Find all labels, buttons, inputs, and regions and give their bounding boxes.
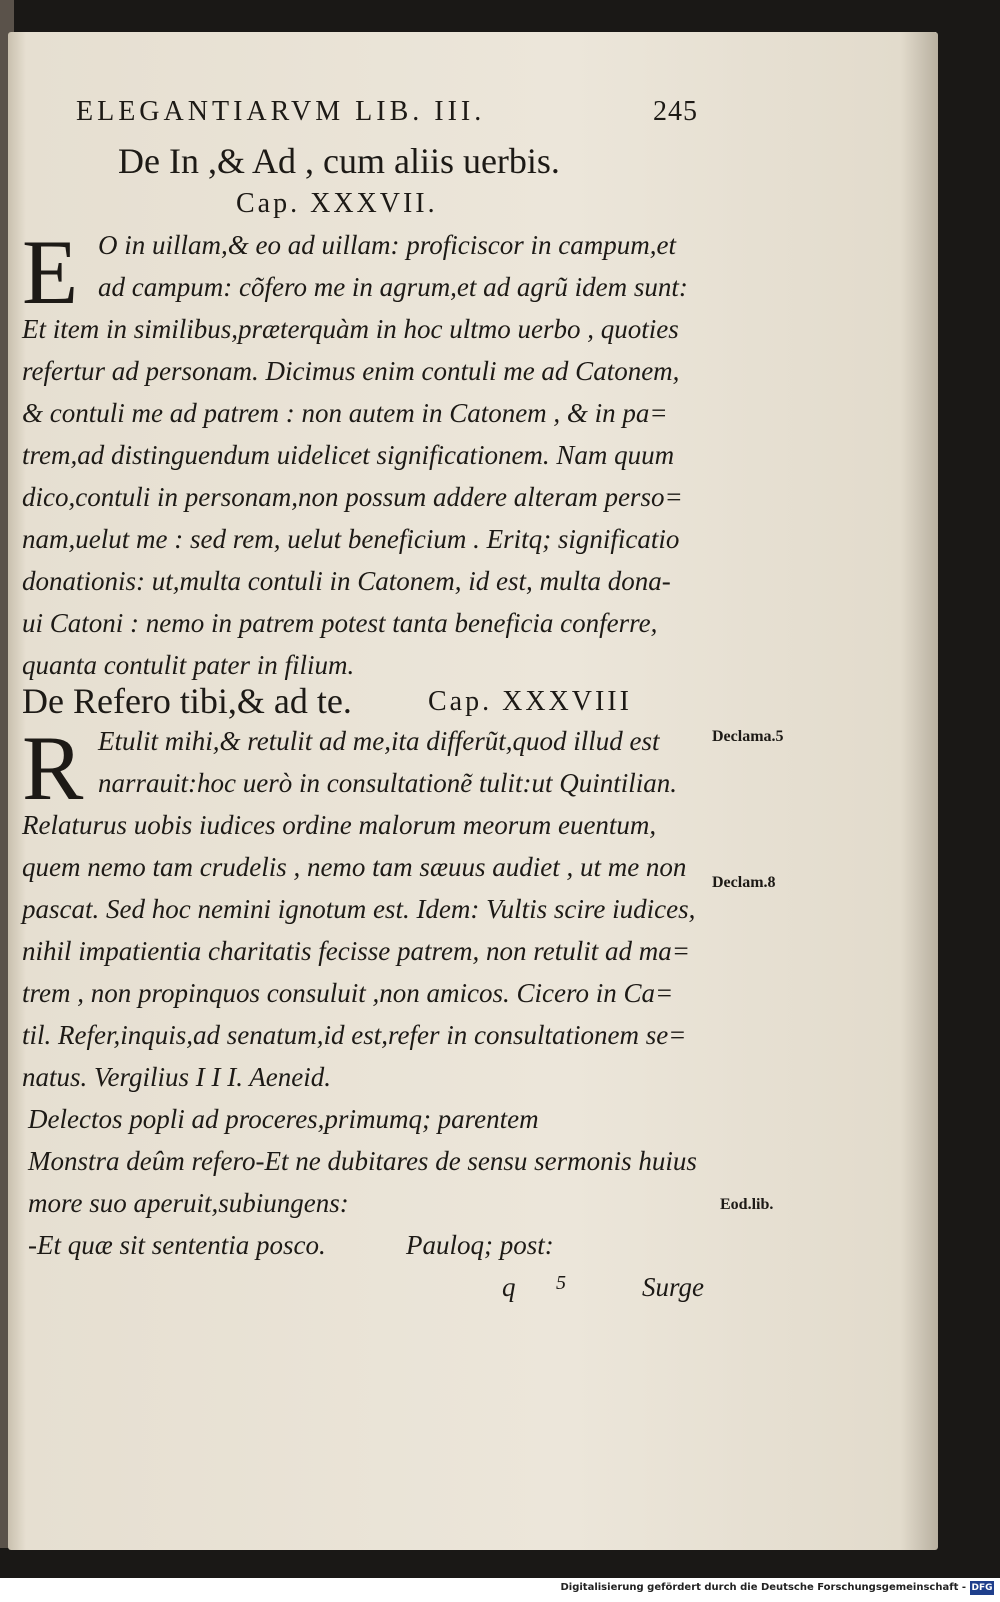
verse-line: Delectos popli ad proceres,primumq; parentem [28, 1104, 539, 1134]
margin-note: Eod.lib. [720, 1196, 774, 1213]
signature-mark: q [502, 1272, 516, 1302]
footer-bar [0, 1578, 1000, 1602]
text-line: refertur ad personam. Dicimus enim contuli me ad Catonem, [22, 356, 680, 386]
chapter-heading-37: De In ,& Ad , cum aliis uerbis. [118, 141, 560, 181]
chapter-heading-38: De Refero tibi,& ad te. [22, 681, 352, 721]
text-line: nihil impatientia charitatis fecisse patrem, non retulit ad ma= [22, 936, 690, 966]
text-line: Relaturus uobis iudices ordine malorum meorum euentum, [22, 810, 657, 840]
text-line: pascat. Sed hoc nemini ignotum est. Idem: Vultis scire iudices, [22, 894, 696, 924]
text-line: O in uillam,& eo ad uillam: proficiscor in campum,et [98, 230, 676, 260]
text-line: quem nemo tam crudelis , nemo tam sæuus audiet , ut me non [22, 852, 687, 882]
chapter-number-38: Cap. XXXVIII [428, 686, 632, 717]
text-line: natus. Vergilius I I I. Aeneid. [22, 1062, 331, 1092]
page-number: 245 [653, 96, 698, 127]
verse-line: -Et quæ sit sententia posco. [28, 1230, 326, 1260]
footer-credit: Digitalisierung gefördert durch die Deutsche Forschungsgemeinschaft - [560, 1582, 966, 1593]
signature-number: 5 [556, 1272, 566, 1294]
text-line: quanta contulit pater in filium. [22, 650, 355, 680]
running-title: ELEGANTIARVM LIB. III. [76, 96, 486, 127]
text-line: Et item in similibus,præterquàm in hoc ultmo uerbo , quoties [22, 314, 679, 344]
drop-cap-r: R [22, 717, 84, 819]
verse-line: Monstra deûm refero-Et ne dubitares de sensu sermonis huius [28, 1146, 697, 1176]
verse-line: more suo aperuit,subiungens: [28, 1188, 349, 1218]
scan-border-top [0, 0, 1000, 32]
catchword: Surge [642, 1272, 704, 1302]
text-line: trem,ad distinguendum uidelicet significationem. Nam quum [22, 440, 675, 470]
text-line: donationis: ut,multa contuli in Catonem, id est, multa dona- [22, 566, 671, 596]
book-page [8, 32, 938, 1550]
text-line: narrauit:hoc uerò in consultationẽ tulit:ut Quintilian. [98, 768, 677, 798]
text-line: nam,uelut me : sed rem, uelut beneficium . Eritq; significatio [22, 524, 680, 554]
text-line: Etulit mihi,& retulit ad me,ita differũt,quod illud est [98, 726, 660, 756]
margin-note: Declam.8 [712, 874, 776, 891]
dfg-logo: DFG [971, 1583, 993, 1593]
text-line: dico,contuli in personam,non possum addere alteram perso= [22, 482, 683, 512]
drop-cap-e: E [22, 221, 79, 323]
text-line: ad campum: cõfero me in agrum,et ad agrũ idem sunt: [98, 272, 688, 302]
text-line: & contuli me ad patrem : non autem in Catonem , & in pa= [22, 398, 668, 428]
text-line: til. Refer,inquis,ad senatum,id est,refer in consultationem se= [22, 1020, 687, 1050]
scan-border-bottom [0, 1548, 1000, 1578]
chapter-number-37: Cap. XXXVII. [236, 188, 438, 219]
text-line: trem , non propinquos consuluit ,non amicos. Cicero in Ca= [22, 978, 674, 1008]
scan-border-right [936, 0, 1000, 1575]
text-line: Pauloq; post: [406, 1230, 554, 1260]
margin-note: Declama.5 [712, 728, 784, 745]
text-line: ui Catoni : nemo in patrem potest tanta beneficia conferre, [22, 608, 658, 638]
